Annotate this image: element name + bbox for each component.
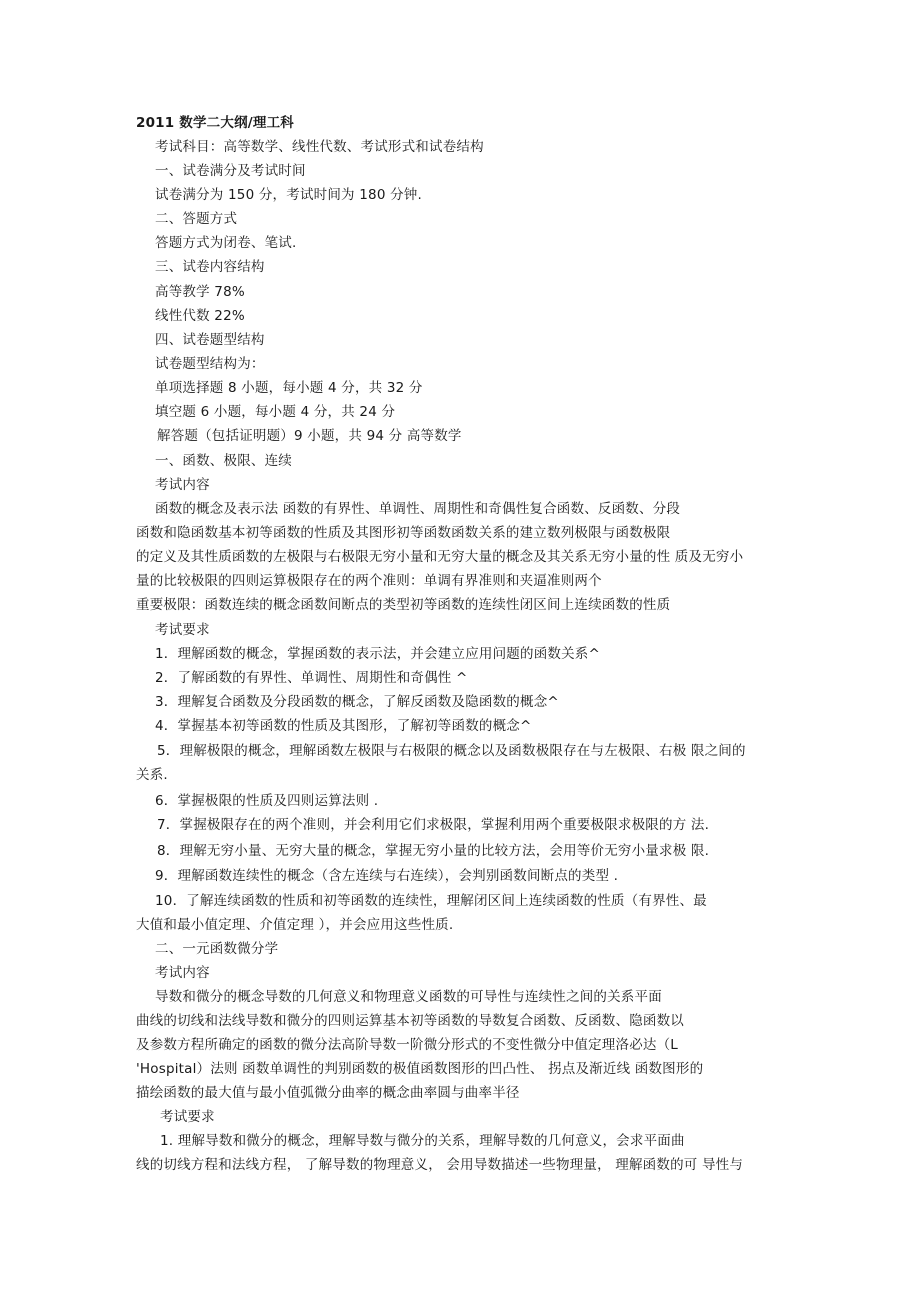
text-line: 高等教学 78% (155, 284, 245, 300)
text-line: 单项选择题 8 小题，每小题 4 分，共 32 分 (155, 380, 423, 396)
text-line: 填空题 6 小题，每小题 4 分，共 24 分 (155, 404, 396, 420)
list-item: 3．理解复合函数及分段函数的概念，了解反函数及隐函数的概念^ (155, 694, 559, 710)
subsection-heading: 考试内容 (155, 477, 210, 493)
section-heading: 一、试卷满分及考试时间 (155, 163, 306, 179)
list-item-continuation: 线的切线方程和法线方程， 了解导数的物理意义， 会用导数描述一些物理量， 理解函数的可 导性与 (136, 1157, 744, 1173)
list-item: 7．掌握极限存在的两个准则，并会利用它们求极限，掌握利用两个重要极限求极限的方 法. (157, 817, 710, 833)
subsection-heading: 考试内容 (155, 965, 210, 981)
text-line: 'Hospital）法则 函数单调性的判别函数的极值函数图形的凹凸性、 拐点及渐近线 函数图形的 (136, 1061, 704, 1077)
list-item-continuation: 大值和最小值定理、介值定理 ），并会应用这些性质. (136, 917, 454, 933)
list-item: 6．掌握极限的性质及四则运算法则 . (155, 793, 379, 809)
document-title: 2011 数学二大纲/理工科 (136, 115, 295, 131)
list-item: 4．掌握基本初等函数的性质及其图形，了解初等函数的概念^ (155, 718, 532, 734)
text-line: 考试科目：高等数学、线性代数、考试形式和试卷结构 (155, 139, 484, 155)
subsection-heading: 考试要求 (160, 1109, 215, 1125)
section-heading: 三、试卷内容结构 (155, 259, 265, 275)
text-line: 试卷题型结构为： (155, 356, 265, 372)
text-line: 及参数方程所确定的函数的微分法高阶导数一阶微分形式的不变性微分中值定理洛必达（L (136, 1037, 679, 1053)
list-item: 5．理解极限的概念，理解函数左极限与右极限的概念以及函数极限存在与左极限、右极 限之间的 (157, 743, 746, 759)
section-heading: 四、试卷题型结构 (155, 332, 265, 348)
list-item: 1. 理解导数和微分的概念，理解导数与微分的关系，理解导数的几何意义，会求平面曲 (160, 1133, 685, 1149)
list-item: 8．理解无穷小量、无穷大量的概念，掌握无穷小量的比较方法，会用等价无穷小量求极 限. (157, 843, 710, 859)
list-item-continuation: 关系. (136, 767, 168, 783)
section-heading: 一、函数、极限、连续 (155, 453, 292, 469)
text-line: 重要极限：函数连续的概念函数间断点的类型初等函数的连续性闭区间上连续函数的性质 (136, 597, 671, 613)
text-line: 的定义及其性质函数的左极限与右极限无穷小量和无穷大量的概念及其关系无穷小量的性 质及无穷小 (136, 549, 744, 565)
text-line: 导数和微分的概念导数的几何意义和物理意义函数的可导性与连续性之间的关系平面 (155, 989, 662, 1005)
text-line: 试卷满分为 150 分，考试时间为 180 分钟. (155, 187, 422, 203)
subsection-heading: 考试要求 (155, 622, 210, 638)
text-line: 线性代数 22% (155, 308, 245, 324)
list-item: 1．理解函数的概念，掌握函数的表示法，并会建立应用问题的函数关系^ (155, 646, 600, 662)
text-line: 描绘函数的最大值与最小值弧微分曲率的概念曲率圆与曲率半径 (136, 1085, 520, 1101)
section-heading: 二、一元函数微分学 (155, 941, 279, 957)
list-item: 10．了解连续函数的性质和初等函数的连续性，理解闭区间上连续函数的性质（有界性、最 (155, 893, 707, 909)
text-line: 函数和隐函数基本初等函数的性质及其图形初等函数函数关系的建立数列极限与函数极限 (136, 525, 671, 541)
list-item: 9．理解函数连续性的概念（含左连续与右连续），会判别函数间断点的类型 . (155, 868, 619, 884)
text-line: 答题方式为闭卷、笔试. (155, 235, 297, 251)
text-line: 解答题（包括证明题）9 小题，共 94 分 高等数学 (157, 428, 462, 444)
text-line: 曲线的切线和法线导数和微分的四则运算基本初等函数的导数复合函数、反函数、隐函数以 (136, 1013, 684, 1029)
list-item: 2．了解函数的有界性、单调性、周期性和奇偶性 ^ (155, 670, 468, 686)
text-line: 函数的概念及表示法 函数的有界性、单调性、周期性和奇偶性复合函数、反函数、分段 (155, 501, 681, 517)
section-heading: 二、答题方式 (155, 211, 238, 227)
text-line: 量的比较极限的四则运算极限存在的两个准则：单调有界准则和夹逼准则两个 (136, 573, 602, 589)
